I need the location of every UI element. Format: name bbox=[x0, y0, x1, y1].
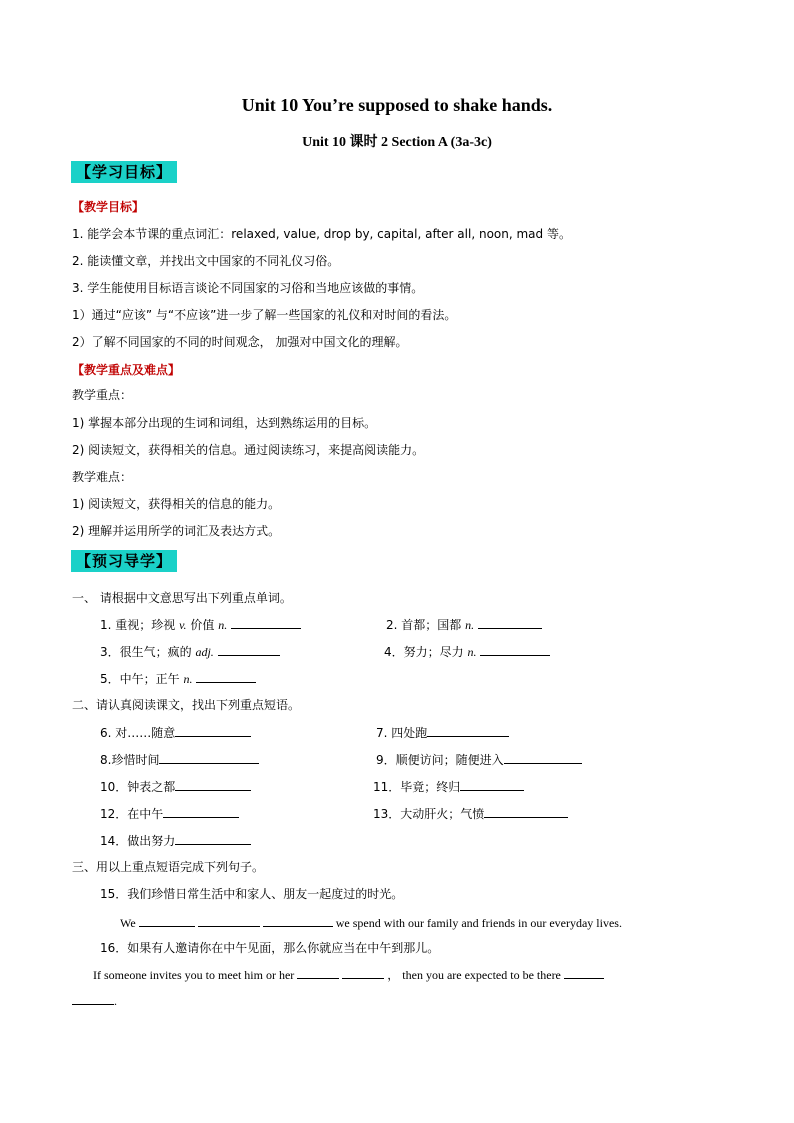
phrase-item-10 bbox=[100, 778, 251, 795]
sentence-15-blank-1[interactable] bbox=[139, 914, 195, 927]
goal-line-4: 1）通过“应该” 与“不应该”进一步了解一些国家的礼仪和对时间的看法。 bbox=[72, 308, 457, 322]
sentence-16-start: If someone invites you to meet him or her bbox=[93, 968, 295, 982]
phrase-11-text: 11．毕竟；终归 bbox=[373, 780, 461, 794]
phrase-7-blank[interactable] bbox=[427, 724, 509, 737]
phrase-7-text: 7. 四处跑 bbox=[376, 726, 428, 740]
phrase-item-8 bbox=[100, 751, 259, 768]
sentence-15-end: we spend with our family and friends in our everyday lives. bbox=[335, 916, 622, 930]
page-subtitle: Unit 10 课时 2 Section A (3a-3c) bbox=[302, 135, 492, 150]
key-difficulty-heading: 【教学重点及难点】 bbox=[72, 363, 181, 377]
word-item-5 bbox=[100, 670, 256, 687]
word-1-blank[interactable] bbox=[231, 616, 301, 629]
word-item-4 bbox=[384, 643, 550, 660]
sentence-16-cn: 16．如果有人邀请你在中午见面，那么你就应当在中午到那儿。 bbox=[100, 941, 440, 955]
phrase-10-text: 10．钟表之都 bbox=[100, 780, 176, 794]
sentence-16-mid: ， then you are expected to be there bbox=[387, 968, 561, 982]
word-4-pos: n. bbox=[467, 645, 477, 659]
goal-line-2: 2. 能读懂文章，并找出文中国家的不同礼仪习俗。 bbox=[72, 254, 340, 268]
phrase-8-text: 8.珍惜时间 bbox=[100, 753, 160, 767]
phrase-12-blank[interactable] bbox=[163, 805, 239, 818]
word-1-pos-n: n. bbox=[218, 618, 228, 632]
sentence-16-blank-4[interactable] bbox=[72, 992, 114, 1005]
section-header-preview: 【预习导学】 bbox=[71, 550, 177, 572]
sentence-15-cn: 15．我们珍惜日常生活中和家人、朋友一起度过的时光。 bbox=[100, 887, 404, 901]
phrase-12-text: 12．在中午 bbox=[100, 807, 164, 821]
phrase-13-blank[interactable] bbox=[484, 805, 568, 818]
word-3-cn: 3．很生气；疯的 bbox=[100, 645, 192, 659]
difficulty-2: 2) 理解并运用所学的词汇及表达方式。 bbox=[72, 524, 281, 538]
word-4-cn: 4．努力；尽力 bbox=[384, 645, 464, 659]
phrase-item-6 bbox=[100, 724, 251, 741]
difficulty-1: 1) 阅读短文，获得相关的信息的能力。 bbox=[72, 497, 281, 511]
difficulty-label: 教学难点： bbox=[72, 470, 133, 484]
phrase-13-text: 13．大动肝火；气愤 bbox=[373, 807, 485, 821]
sentence-15-en bbox=[120, 914, 622, 931]
part3-heading: 三、用以上重点短语完成下列句子。 bbox=[72, 860, 265, 874]
sentence-15-blank-2[interactable] bbox=[198, 914, 260, 927]
sentence-16-continue bbox=[72, 992, 117, 1009]
key-point-2: 2) 阅读短文，获得相关的信息。通过阅读练习，来提高阅读能力。 bbox=[72, 443, 425, 457]
page-title: Unit 10 You’re supposed to shake hands. bbox=[241, 95, 553, 115]
phrase-6-blank[interactable] bbox=[175, 724, 251, 737]
phrase-item-12 bbox=[100, 805, 239, 822]
phrase-11-blank[interactable] bbox=[460, 778, 524, 791]
word-5-pos: n. bbox=[183, 672, 193, 686]
teaching-goals-heading: 【教学目标】 bbox=[72, 200, 145, 214]
part2-heading: 二、请认真阅读课文，找出下列重点短语。 bbox=[72, 698, 301, 712]
sentence-15-blank-3[interactable] bbox=[263, 914, 333, 927]
word-item-1 bbox=[100, 616, 301, 633]
goal-line-3: 3. 学生能使用目标语言谈论不同国家的习俗和当地应该做的事情。 bbox=[72, 281, 424, 295]
word-2-blank[interactable] bbox=[478, 616, 542, 629]
phrase-14-blank[interactable] bbox=[175, 832, 251, 845]
phrase-item-11 bbox=[373, 778, 524, 795]
phrase-item-9 bbox=[376, 751, 582, 768]
word-1-cn: 1. 重视；珍视 bbox=[100, 618, 176, 632]
word-item-3 bbox=[100, 643, 280, 660]
sentence-16-blank-2[interactable] bbox=[342, 966, 384, 979]
part1-heading: 一、 请根据中文意思写出下列重点单词。 bbox=[72, 591, 292, 605]
key-point-1: 1) 掌握本部分出现的生词和词组，达到熟练运用的目标。 bbox=[72, 416, 377, 430]
phrase-9-text: 9．顺便访问；随便进入 bbox=[376, 753, 504, 767]
word-1-cn-2: 价值 bbox=[186, 618, 215, 632]
word-1-pos-v: v. bbox=[179, 618, 187, 632]
goal-line-1: 1. 能学会本节课的重点词汇：relaxed, value, drop by, capital, after all, noon, mad 等。 bbox=[72, 227, 571, 241]
sentence-16-blank-1[interactable] bbox=[297, 966, 339, 979]
key-points-label: 教学重点： bbox=[72, 388, 133, 402]
word-3-pos: adj. bbox=[195, 645, 214, 659]
phrase-10-blank[interactable] bbox=[175, 778, 251, 791]
phrase-9-blank[interactable] bbox=[504, 751, 582, 764]
phrase-8-blank[interactable] bbox=[159, 751, 259, 764]
word-4-blank[interactable] bbox=[480, 643, 550, 656]
sentence-16-blank-3[interactable] bbox=[564, 966, 604, 979]
goal-line-5: 2）了解不同国家的不同的时间观念， 加强对中国文化的理解。 bbox=[72, 335, 408, 349]
phrase-14-text: 14．做出努力 bbox=[100, 834, 176, 848]
sentence-16-en bbox=[93, 966, 604, 983]
word-3-blank[interactable] bbox=[218, 643, 280, 656]
word-2-pos: n. bbox=[465, 618, 475, 632]
phrase-item-13 bbox=[373, 805, 568, 822]
section-header-goals: 【学习目标】 bbox=[71, 161, 177, 183]
word-5-cn: 5．中午；正午 bbox=[100, 672, 180, 686]
word-item-2 bbox=[386, 616, 542, 633]
phrase-item-14 bbox=[100, 832, 251, 849]
word-5-blank[interactable] bbox=[196, 670, 256, 683]
word-2-cn: 2. 首都；国都 bbox=[386, 618, 462, 632]
sentence-15-start: We bbox=[120, 916, 136, 930]
sentence-16-period: . bbox=[114, 994, 117, 1008]
phrase-6-text: 6. 对……随意 bbox=[100, 726, 176, 740]
phrase-item-7 bbox=[376, 724, 509, 741]
